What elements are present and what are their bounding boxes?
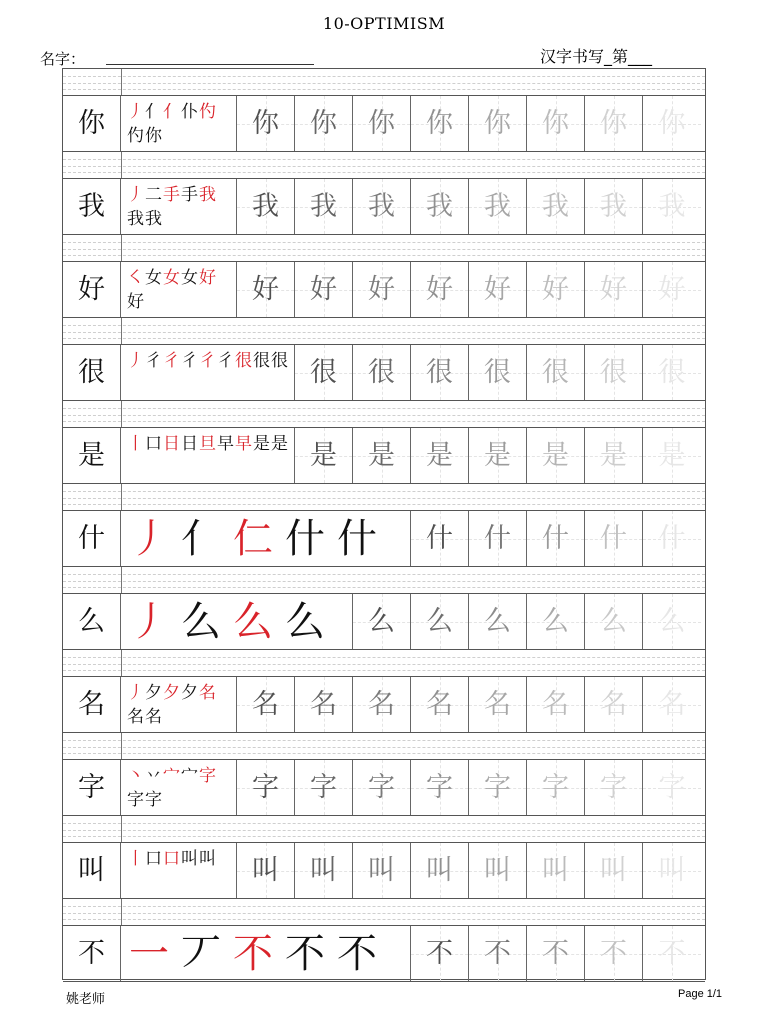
trace-character: 是 bbox=[658, 440, 686, 471]
tracing-cell[interactable] bbox=[643, 760, 701, 815]
stroke-step: 女 bbox=[163, 268, 180, 288]
stroke-step: 彳 bbox=[145, 351, 162, 371]
tracing-cell[interactable] bbox=[353, 179, 411, 234]
stroke-step: 口 bbox=[145, 849, 162, 869]
trace-character: 你 bbox=[542, 108, 569, 139]
stroke-step: 彳 bbox=[199, 351, 216, 371]
tracing-cell[interactable] bbox=[527, 843, 585, 898]
tracing-cell[interactable] bbox=[527, 179, 585, 234]
trace-character: 字 bbox=[426, 772, 453, 803]
trace-character: 叫 bbox=[426, 855, 453, 886]
trace-character: 你 bbox=[484, 108, 511, 139]
stroke-step: 手 bbox=[163, 185, 180, 205]
stroke-step: 女 bbox=[181, 268, 198, 288]
model-character: 么 bbox=[78, 606, 105, 637]
stroke-step: 很 bbox=[235, 351, 252, 371]
trace-character: 么 bbox=[484, 606, 511, 637]
practice-row bbox=[63, 843, 705, 899]
stroke-step: 丿 bbox=[127, 683, 144, 703]
trace-character: 我 bbox=[310, 191, 337, 222]
stroke-step: 夕 bbox=[181, 683, 198, 703]
trace-character: 名 bbox=[368, 689, 395, 720]
stroke-order-cell bbox=[121, 179, 237, 234]
trace-character: 名 bbox=[484, 689, 511, 720]
tracing-cell[interactable] bbox=[353, 760, 411, 815]
stroke-step: 手 bbox=[181, 185, 198, 205]
trace-character: 我 bbox=[368, 191, 395, 222]
tracing-cell[interactable] bbox=[585, 594, 643, 649]
trace-character: 叫 bbox=[542, 855, 569, 886]
tracing-cell[interactable] bbox=[295, 428, 353, 483]
tracing-cell[interactable] bbox=[585, 428, 643, 483]
practice-row bbox=[63, 677, 705, 733]
stroke-step: 名 bbox=[145, 707, 162, 727]
practice-number-label: 汉字书写_第___ bbox=[540, 47, 653, 66]
trace-character: 好 bbox=[542, 274, 569, 305]
tracing-cell[interactable] bbox=[295, 96, 353, 151]
gap-strip bbox=[63, 401, 705, 428]
tracing-cell[interactable] bbox=[643, 843, 701, 898]
stroke-step: 亻 bbox=[163, 102, 180, 122]
model-character: 好 bbox=[78, 274, 105, 305]
model-character: 你 bbox=[78, 108, 105, 139]
tracing-cell[interactable] bbox=[469, 677, 527, 732]
trace-character: 很 bbox=[310, 357, 337, 388]
trace-character: 字 bbox=[368, 772, 395, 803]
stroke-order-cell bbox=[121, 428, 295, 483]
stroke-step: 丨 bbox=[127, 434, 144, 454]
trace-character: 不 bbox=[542, 938, 569, 969]
trace-character: 么 bbox=[426, 606, 453, 637]
trace-character: 很 bbox=[542, 357, 569, 388]
stroke-step: 仆 bbox=[181, 102, 198, 122]
stroke-order-cell bbox=[121, 760, 237, 815]
stroke-step: 是 bbox=[253, 434, 270, 454]
trace-character: 好 bbox=[484, 274, 511, 305]
stroke-step: 仁 bbox=[233, 515, 273, 562]
tracing-cell[interactable] bbox=[353, 843, 411, 898]
trace-character: 你 bbox=[368, 108, 395, 139]
name-label: 名字： bbox=[40, 50, 86, 68]
trace-character: 什 bbox=[600, 523, 627, 554]
model-character-cell bbox=[63, 179, 121, 234]
tracing-cell[interactable] bbox=[469, 594, 527, 649]
tracing-cell[interactable] bbox=[527, 677, 585, 732]
stroke-step: 口 bbox=[145, 434, 162, 454]
practice-row bbox=[63, 926, 705, 982]
stroke-step: 叫 bbox=[199, 849, 216, 869]
stroke-step: 宀 bbox=[163, 766, 180, 786]
trace-character: 是 bbox=[368, 440, 395, 471]
trace-character: 很 bbox=[426, 357, 453, 388]
trace-character: 么 bbox=[542, 606, 569, 637]
trace-character: 是 bbox=[600, 440, 627, 471]
stroke-step: 早 bbox=[235, 434, 252, 454]
practice-row bbox=[63, 96, 705, 152]
stroke-step: 我 bbox=[127, 209, 144, 229]
tracing-cell[interactable] bbox=[527, 345, 585, 400]
trace-character: 是 bbox=[542, 440, 569, 471]
stroke-step: 丷 bbox=[145, 766, 162, 786]
tracing-cell[interactable] bbox=[469, 760, 527, 815]
model-character-cell bbox=[63, 760, 121, 815]
trace-character: 什 bbox=[542, 523, 569, 554]
stroke-order-cell bbox=[121, 262, 237, 317]
stroke-step: 很 bbox=[253, 351, 270, 371]
trace-character: 叫 bbox=[310, 855, 337, 886]
name-field-line[interactable] bbox=[106, 64, 314, 65]
gap-strip bbox=[63, 318, 705, 345]
stroke-step: 日 bbox=[181, 434, 198, 454]
trace-character: 你 bbox=[658, 108, 686, 139]
stroke-step: 是 bbox=[271, 434, 288, 454]
stroke-order-cell bbox=[121, 511, 411, 566]
trace-character: 很 bbox=[484, 357, 511, 388]
stroke-step: 很 bbox=[271, 351, 288, 371]
trace-character: 么 bbox=[600, 606, 627, 637]
trace-character: 我 bbox=[426, 191, 453, 222]
trace-character: 好 bbox=[658, 274, 686, 305]
trace-character: 我 bbox=[252, 191, 279, 222]
trace-character: 不 bbox=[426, 938, 453, 969]
stroke-step: 仢 bbox=[199, 102, 216, 122]
stroke-step: 么 bbox=[233, 598, 273, 645]
tracing-cell[interactable] bbox=[295, 760, 353, 815]
stroke-order-cell bbox=[121, 345, 295, 400]
stroke-step: 不 bbox=[337, 930, 377, 977]
tracing-cell[interactable] bbox=[643, 594, 701, 649]
tracing-cell[interactable] bbox=[469, 926, 527, 981]
tracing-cell[interactable] bbox=[411, 926, 469, 981]
trace-character: 很 bbox=[600, 357, 627, 388]
stroke-step: 字 bbox=[127, 790, 144, 810]
stroke-step: 不 bbox=[285, 930, 325, 977]
stroke-step: 名 bbox=[127, 707, 144, 727]
model-character: 字 bbox=[78, 772, 105, 803]
stroke-step: 日 bbox=[163, 434, 180, 454]
trace-character: 你 bbox=[600, 108, 627, 139]
trace-character: 字 bbox=[542, 772, 569, 803]
trace-character: 好 bbox=[426, 274, 453, 305]
tracing-cell[interactable] bbox=[643, 179, 701, 234]
trace-character: 你 bbox=[426, 108, 453, 139]
tracing-cell[interactable] bbox=[527, 760, 585, 815]
model-character-cell bbox=[63, 677, 121, 732]
tracing-cell[interactable] bbox=[585, 677, 643, 732]
tracing-cell[interactable] bbox=[527, 511, 585, 566]
trace-character: 字 bbox=[600, 772, 627, 803]
tracing-cell[interactable] bbox=[237, 760, 295, 815]
stroke-step: 不 bbox=[233, 930, 273, 977]
trace-character: 字 bbox=[310, 772, 337, 803]
stroke-step: 二 bbox=[145, 185, 162, 205]
trace-character: 什 bbox=[484, 523, 511, 554]
trace-character: 很 bbox=[658, 357, 686, 388]
tracing-cell[interactable] bbox=[643, 677, 701, 732]
tracing-cell[interactable] bbox=[353, 428, 411, 483]
gap-strip bbox=[63, 235, 705, 262]
model-character: 名 bbox=[78, 689, 105, 720]
practice-row bbox=[63, 428, 705, 484]
gap-strip bbox=[63, 650, 705, 677]
model-character-cell bbox=[63, 926, 121, 981]
tracing-cell[interactable] bbox=[585, 926, 643, 981]
tracing-cell[interactable] bbox=[237, 262, 295, 317]
tracing-cell[interactable] bbox=[295, 843, 353, 898]
trace-character: 叫 bbox=[484, 855, 511, 886]
gap-strip bbox=[63, 816, 705, 843]
trace-character: 字 bbox=[484, 772, 511, 803]
stroke-step: 仢 bbox=[127, 126, 144, 146]
trace-character: 什 bbox=[658, 523, 686, 554]
model-character: 我 bbox=[78, 191, 105, 222]
trace-character: 我 bbox=[600, 191, 627, 222]
model-character-cell bbox=[63, 345, 121, 400]
stroke-step: 什 bbox=[337, 515, 377, 562]
stroke-order-cell bbox=[121, 677, 237, 732]
gap-strip bbox=[63, 69, 705, 96]
gap-strip bbox=[63, 733, 705, 760]
stroke-step: 叫 bbox=[181, 849, 198, 869]
tracing-cell[interactable] bbox=[295, 179, 353, 234]
worksheet-title: 10-OPTIMISM bbox=[322, 14, 446, 33]
stroke-step: 么 bbox=[181, 598, 221, 645]
model-character-cell bbox=[63, 511, 121, 566]
stroke-step: 女 bbox=[145, 268, 162, 288]
tracing-cell[interactable] bbox=[585, 179, 643, 234]
stroke-step: 么 bbox=[285, 598, 325, 645]
gap-strip bbox=[63, 152, 705, 179]
tracing-cell[interactable] bbox=[411, 96, 469, 151]
tracing-cell[interactable] bbox=[237, 677, 295, 732]
tracing-cell[interactable] bbox=[469, 262, 527, 317]
tracing-cell[interactable] bbox=[643, 262, 701, 317]
tracing-cell[interactable] bbox=[469, 179, 527, 234]
trace-character: 么 bbox=[368, 606, 395, 637]
stroke-order-cell bbox=[121, 594, 353, 649]
tracing-cell[interactable] bbox=[469, 428, 527, 483]
trace-character: 叫 bbox=[658, 855, 686, 886]
trace-character: 好 bbox=[600, 274, 627, 305]
gap-strip bbox=[63, 899, 705, 926]
tracing-cell[interactable] bbox=[295, 677, 353, 732]
trace-character: 我 bbox=[484, 191, 511, 222]
tracing-cell[interactable] bbox=[643, 96, 701, 151]
trace-character: 好 bbox=[252, 274, 279, 305]
page-number: Page 1/1 bbox=[678, 988, 723, 1000]
tracing-cell[interactable] bbox=[411, 677, 469, 732]
trace-character: 字 bbox=[658, 772, 686, 803]
stroke-order-cell bbox=[121, 843, 237, 898]
stroke-step: 丿 bbox=[127, 351, 144, 371]
stroke-step: 彳 bbox=[181, 351, 198, 371]
stroke-step: 你 bbox=[145, 126, 162, 146]
stroke-step: 彳 bbox=[217, 351, 234, 371]
trace-character: 你 bbox=[310, 108, 337, 139]
tracing-cell[interactable] bbox=[237, 96, 295, 151]
trace-character: 你 bbox=[252, 108, 279, 139]
stroke-step: 字 bbox=[199, 766, 216, 786]
tracing-cell[interactable] bbox=[411, 594, 469, 649]
stroke-step: 丿 bbox=[127, 102, 144, 122]
stroke-step: 丿 bbox=[129, 515, 169, 562]
trace-character: 是 bbox=[310, 440, 337, 471]
model-character: 是 bbox=[78, 440, 105, 471]
tracing-cell[interactable] bbox=[643, 511, 701, 566]
tracing-cell[interactable] bbox=[469, 843, 527, 898]
model-character-cell bbox=[63, 96, 121, 151]
trace-character: 名 bbox=[658, 689, 686, 720]
trace-character: 名 bbox=[542, 689, 569, 720]
tracing-cell[interactable] bbox=[411, 760, 469, 815]
tracing-cell[interactable] bbox=[585, 843, 643, 898]
model-character-cell bbox=[63, 594, 121, 649]
tracing-cell[interactable] bbox=[643, 428, 701, 483]
trace-character: 不 bbox=[484, 938, 511, 969]
practice-row bbox=[63, 345, 705, 401]
trace-character: 很 bbox=[368, 357, 395, 388]
practice-grid bbox=[62, 68, 706, 980]
trace-character: 是 bbox=[484, 440, 511, 471]
stroke-step: 好 bbox=[127, 292, 144, 312]
stroke-step: 旦 bbox=[199, 434, 216, 454]
stroke-step: 字 bbox=[145, 790, 162, 810]
tracing-cell[interactable] bbox=[643, 345, 701, 400]
gap-strip bbox=[63, 567, 705, 594]
stroke-step: 丿 bbox=[129, 598, 169, 645]
stroke-step: 口 bbox=[163, 849, 180, 869]
stroke-step: 名 bbox=[199, 683, 216, 703]
stroke-step: 亻 bbox=[145, 102, 162, 122]
tracing-cell[interactable] bbox=[411, 511, 469, 566]
tracing-cell[interactable] bbox=[585, 96, 643, 151]
tracing-cell[interactable] bbox=[527, 926, 585, 981]
tracing-cell[interactable] bbox=[353, 96, 411, 151]
tracing-cell[interactable] bbox=[353, 677, 411, 732]
stroke-step: 丶 bbox=[127, 766, 144, 786]
tracing-cell[interactable] bbox=[411, 262, 469, 317]
practice-row bbox=[63, 594, 705, 650]
tracing-cell[interactable] bbox=[469, 96, 527, 151]
stroke-step: 丿 bbox=[127, 185, 144, 205]
tracing-cell[interactable] bbox=[411, 345, 469, 400]
stroke-step: 丆 bbox=[181, 930, 221, 977]
tracing-cell[interactable] bbox=[585, 345, 643, 400]
stroke-step: 好 bbox=[199, 268, 216, 288]
trace-character: 我 bbox=[658, 191, 686, 222]
model-character: 不 bbox=[78, 938, 105, 969]
trace-character: 叫 bbox=[252, 855, 279, 886]
trace-character: 名 bbox=[252, 689, 279, 720]
stroke-step: 我 bbox=[145, 209, 162, 229]
tracing-cell[interactable] bbox=[585, 511, 643, 566]
stroke-step: 我 bbox=[199, 185, 216, 205]
trace-character: 不 bbox=[600, 938, 627, 969]
tracing-cell[interactable] bbox=[527, 96, 585, 151]
trace-character: 叫 bbox=[368, 855, 395, 886]
trace-character: 好 bbox=[310, 274, 337, 305]
model-character: 很 bbox=[78, 357, 105, 388]
tracing-cell[interactable] bbox=[237, 179, 295, 234]
trace-character: 叫 bbox=[600, 855, 627, 886]
tracing-cell[interactable] bbox=[643, 926, 701, 981]
trace-character: 字 bbox=[252, 772, 279, 803]
tracing-cell[interactable] bbox=[585, 760, 643, 815]
stroke-step: 什 bbox=[285, 515, 325, 562]
tracing-cell[interactable] bbox=[353, 262, 411, 317]
teacher-name: 姚老师 bbox=[66, 992, 106, 1007]
tracing-cell[interactable] bbox=[353, 594, 411, 649]
trace-character: 么 bbox=[658, 606, 686, 637]
stroke-step: 彳 bbox=[163, 351, 180, 371]
stroke-step: 夕 bbox=[163, 683, 180, 703]
tracing-cell[interactable] bbox=[527, 594, 585, 649]
trace-character: 是 bbox=[426, 440, 453, 471]
stroke-step: 一 bbox=[129, 930, 169, 977]
stroke-step: 宀 bbox=[181, 766, 198, 786]
stroke-order-cell bbox=[121, 96, 237, 151]
trace-character: 不 bbox=[658, 938, 686, 969]
model-character: 叫 bbox=[78, 855, 105, 886]
stroke-step: 早 bbox=[217, 434, 234, 454]
tracing-cell[interactable] bbox=[237, 843, 295, 898]
trace-character: 我 bbox=[542, 191, 569, 222]
model-character-cell bbox=[63, 262, 121, 317]
practice-row bbox=[63, 179, 705, 235]
model-character-cell bbox=[63, 428, 121, 483]
tracing-cell[interactable] bbox=[295, 262, 353, 317]
tracing-cell[interactable] bbox=[411, 428, 469, 483]
trace-character: 名 bbox=[426, 689, 453, 720]
tracing-cell[interactable] bbox=[411, 843, 469, 898]
tracing-cell[interactable] bbox=[353, 345, 411, 400]
model-character: 什 bbox=[78, 523, 105, 554]
practice-row bbox=[63, 511, 705, 567]
model-character-cell bbox=[63, 843, 121, 898]
trace-character: 名 bbox=[600, 689, 627, 720]
trace-character: 名 bbox=[310, 689, 337, 720]
stroke-order-cell bbox=[121, 926, 411, 981]
tracing-cell[interactable] bbox=[411, 179, 469, 234]
stroke-step: 丨 bbox=[127, 849, 144, 869]
tracing-cell[interactable] bbox=[527, 262, 585, 317]
practice-row bbox=[63, 760, 705, 816]
gap-strip bbox=[63, 484, 705, 511]
tracing-cell[interactable] bbox=[469, 345, 527, 400]
stroke-step: ㇛ bbox=[127, 268, 144, 288]
tracing-cell[interactable] bbox=[527, 428, 585, 483]
trace-character: 好 bbox=[368, 274, 395, 305]
stroke-step: 夕 bbox=[145, 683, 162, 703]
practice-row bbox=[63, 262, 705, 318]
tracing-cell[interactable] bbox=[295, 345, 353, 400]
tracing-cell[interactable] bbox=[585, 262, 643, 317]
stroke-step: 亻 bbox=[181, 515, 221, 562]
trace-character: 什 bbox=[426, 523, 453, 554]
tracing-cell[interactable] bbox=[469, 511, 527, 566]
